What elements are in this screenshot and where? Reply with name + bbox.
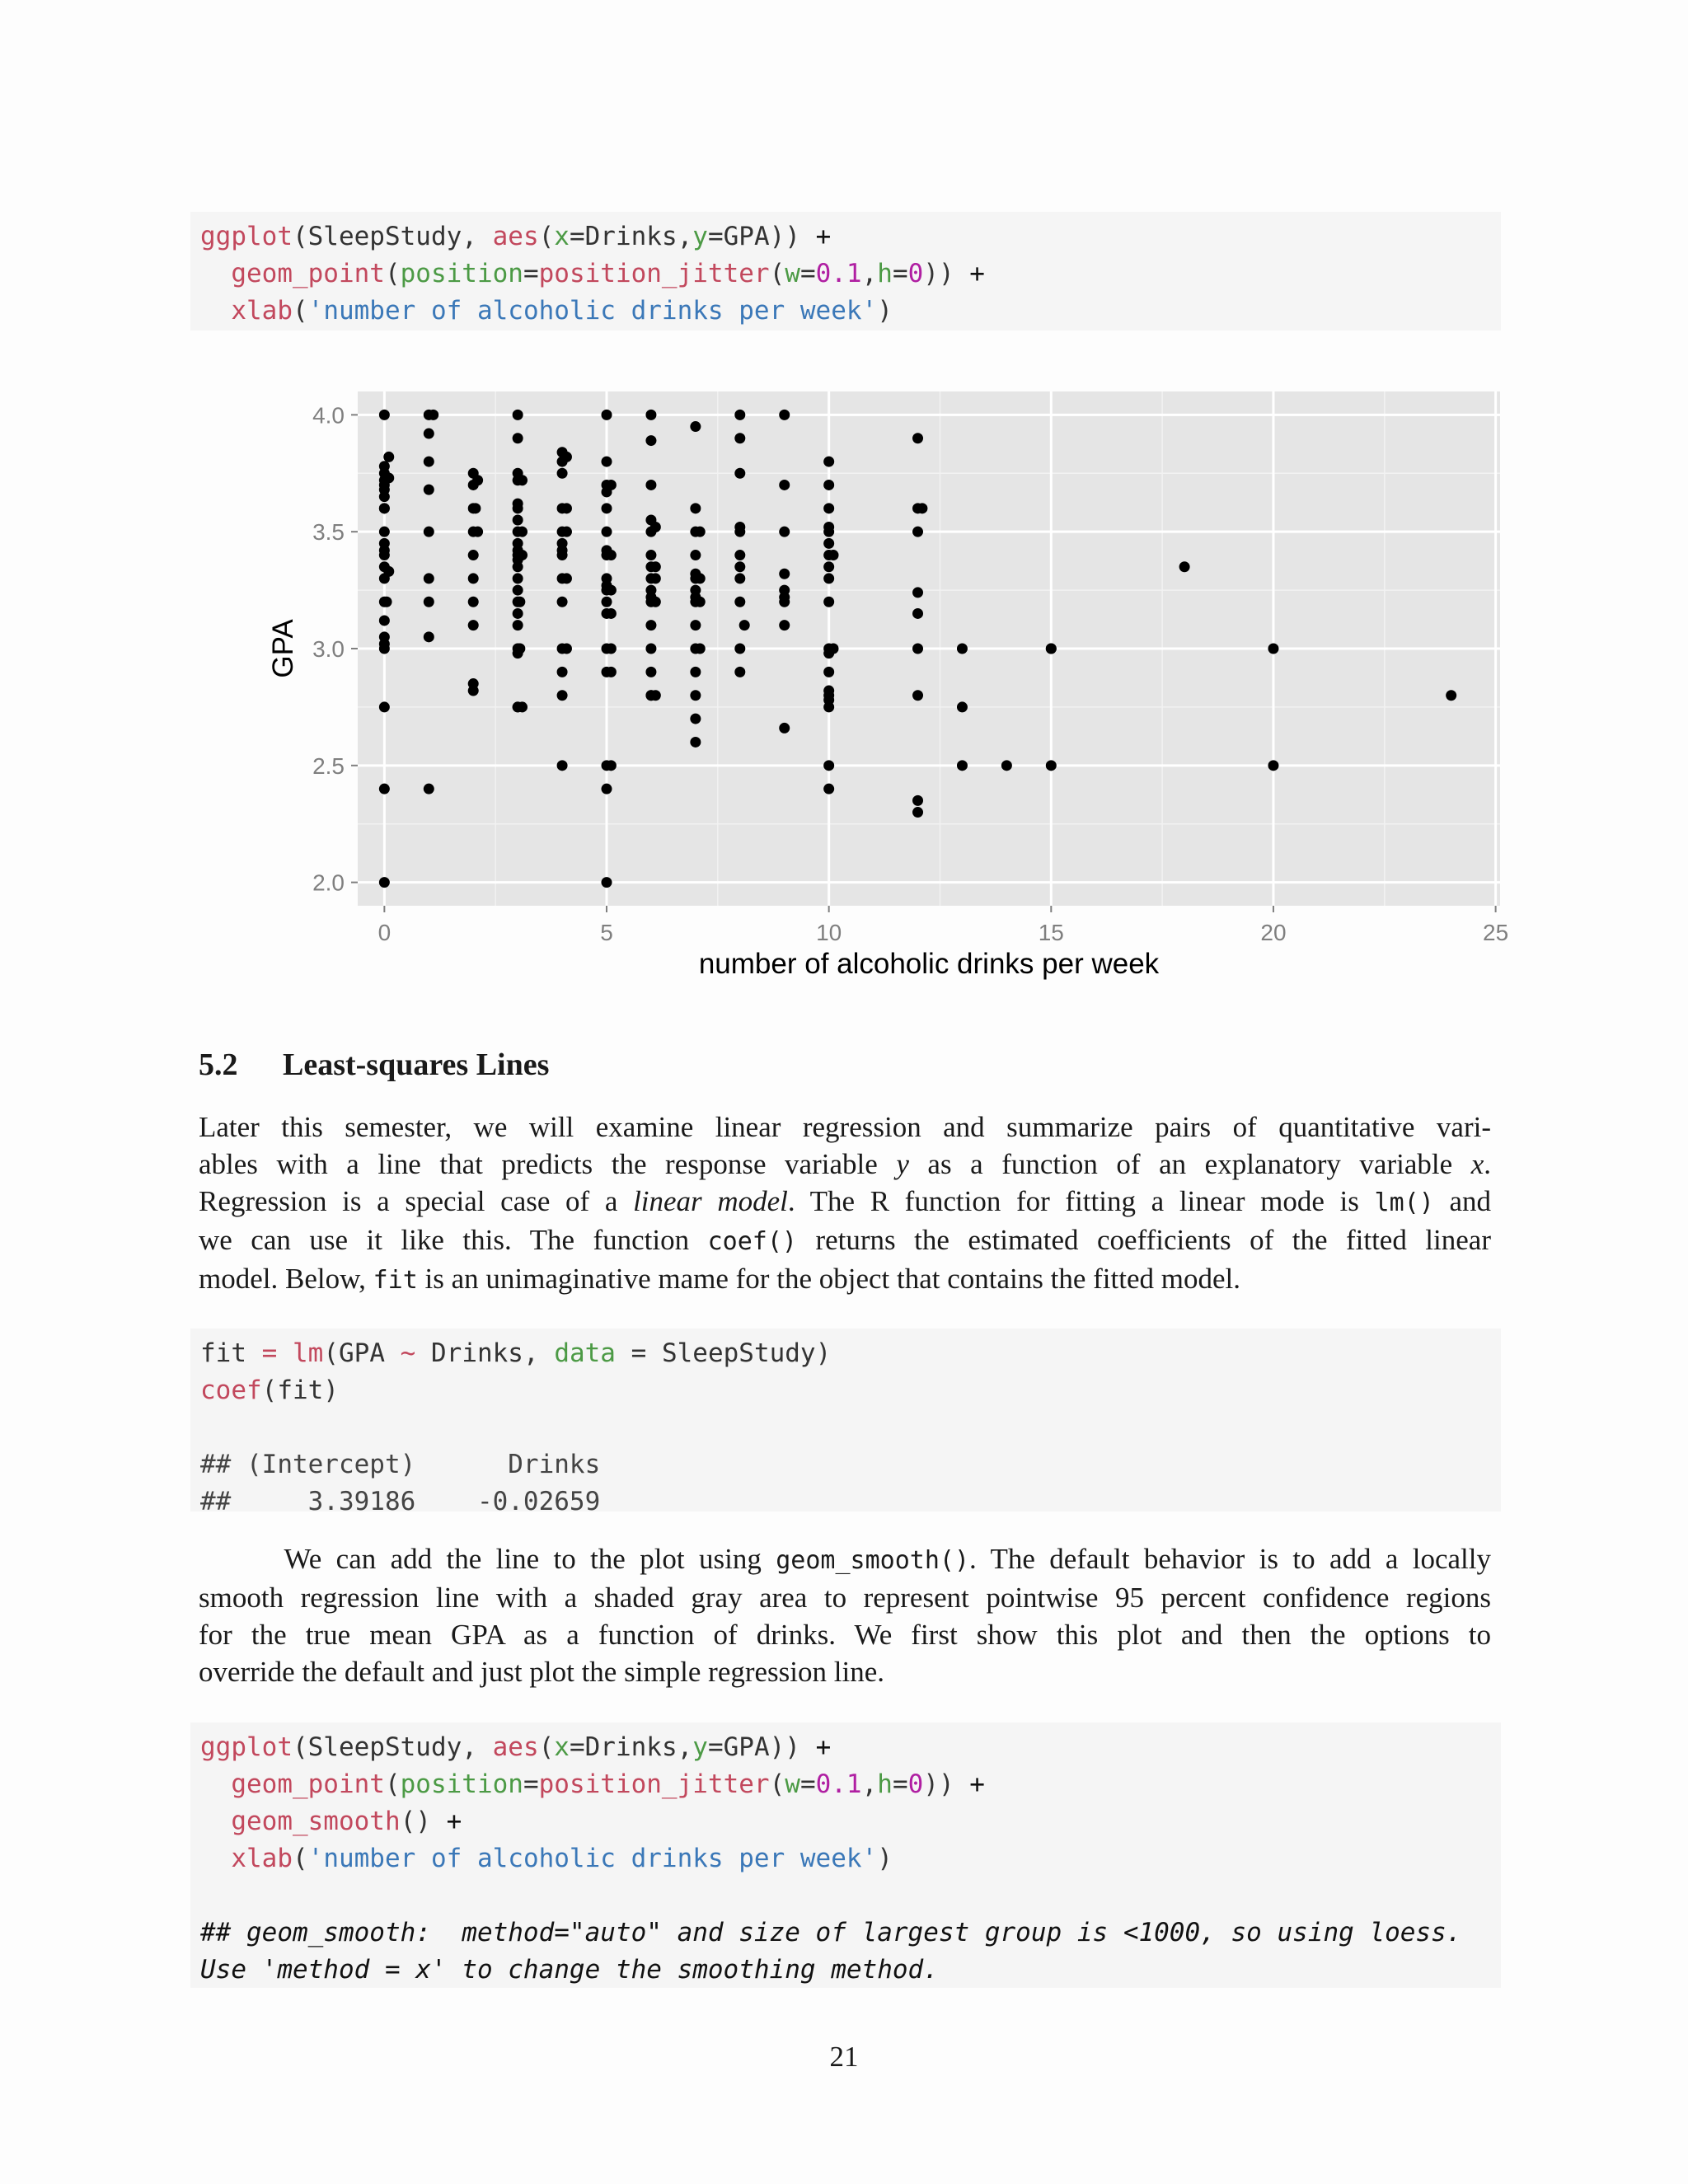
code-token: Drinks,	[415, 1338, 555, 1368]
data-point	[379, 410, 390, 420]
data-point	[779, 723, 790, 733]
code-token: w	[785, 1769, 800, 1799]
data-point	[912, 608, 923, 619]
code-token: x	[554, 1732, 570, 1762]
code-token: 'number of alcoholic drinks per week'	[307, 1844, 878, 1873]
x-tick-label: 5	[600, 920, 613, 945]
x-tick-label: 25	[1483, 920, 1509, 945]
data-point	[468, 573, 479, 583]
code-token: (	[538, 222, 555, 251]
data-point	[382, 597, 392, 607]
data-point	[517, 475, 528, 485]
code-token	[200, 1769, 231, 1799]
code-token: ))	[923, 1769, 970, 1799]
data-point	[561, 573, 572, 583]
data-point	[379, 550, 390, 560]
code-token: (SleepStudy,	[292, 1732, 493, 1762]
data-point	[690, 714, 701, 724]
data-point	[779, 597, 790, 607]
data-point	[912, 527, 923, 537]
text-run: Regression is a special case of a	[199, 1185, 634, 1217]
text-run: coef()	[707, 1227, 797, 1256]
data-point	[602, 597, 612, 607]
data-point	[645, 644, 656, 654]
data-point	[650, 561, 661, 572]
data-point	[912, 690, 923, 701]
data-point	[823, 760, 834, 771]
code-token	[200, 1844, 231, 1873]
data-point	[823, 527, 834, 537]
paragraph-line	[199, 1260, 1491, 1299]
code-token	[200, 1807, 231, 1836]
data-point	[823, 667, 834, 677]
code-token: h	[877, 1769, 893, 1799]
data-point	[424, 631, 434, 642]
text-run: is an unimaginative mame for the object that contains the fitted model.	[417, 1263, 1240, 1295]
code-token	[200, 296, 231, 326]
data-point	[514, 597, 525, 607]
data-point	[1046, 760, 1057, 771]
text-run: . The R function for fitting a linear mode is	[787, 1185, 1375, 1217]
text-run: and	[1433, 1185, 1491, 1217]
data-point	[513, 573, 523, 583]
section-heading	[199, 1047, 549, 1083]
x-tick-label: 0	[377, 920, 392, 945]
data-point	[734, 550, 745, 560]
data-point	[823, 503, 834, 513]
code-token: =Drinks,	[569, 222, 693, 251]
data-point	[606, 644, 617, 654]
text-run: y	[896, 1148, 909, 1180]
code-token: geom_smooth	[231, 1807, 401, 1836]
data-point	[690, 503, 701, 513]
data-point	[606, 608, 617, 619]
text-run: Later this semester, we will examine linear regression and summarize pairs of quantitative vari-	[199, 1111, 1491, 1143]
code-token: ## (Intercept) Drinks	[200, 1450, 601, 1479]
data-point	[602, 877, 612, 888]
data-point	[695, 573, 706, 583]
code-token: =	[892, 259, 908, 288]
y-tick-label: 3.0	[312, 636, 345, 662]
data-point	[513, 515, 523, 526]
data-point	[690, 737, 701, 748]
data-point	[690, 421, 701, 432]
data-point	[779, 620, 790, 630]
data-point	[912, 644, 923, 654]
code-token: xlab	[231, 296, 293, 326]
code-token: (	[538, 1732, 555, 1762]
data-point	[823, 701, 834, 712]
x-tick-label: 20	[1260, 920, 1287, 945]
code-line	[200, 1483, 1491, 1521]
data-point	[379, 784, 390, 794]
code-line	[200, 1409, 1491, 1446]
data-point	[1046, 644, 1057, 654]
data-point	[383, 566, 394, 577]
data-point	[514, 644, 525, 654]
code-line	[200, 1952, 1491, 1989]
text-run: fit	[373, 1266, 418, 1295]
data-point	[823, 573, 834, 583]
data-point	[912, 795, 923, 806]
data-point	[779, 480, 790, 490]
data-point	[734, 561, 745, 572]
data-point	[734, 644, 745, 654]
data-point	[1446, 690, 1456, 701]
data-point	[602, 784, 612, 794]
code-token: (GPA	[323, 1338, 401, 1368]
data-point	[379, 644, 390, 654]
code-line	[200, 1446, 1491, 1483]
code-token: y	[692, 222, 708, 251]
code-token: (	[292, 296, 308, 326]
paragraph-smooth	[199, 1540, 1491, 1690]
data-point	[602, 503, 612, 513]
code-token: y	[692, 1732, 708, 1762]
data-point	[823, 784, 834, 794]
data-point	[917, 503, 927, 513]
y-tick-label: 3.5	[312, 519, 345, 546]
code-token: 0.1	[815, 259, 862, 288]
data-point	[517, 701, 528, 712]
data-point	[517, 527, 528, 537]
data-point	[645, 410, 656, 420]
paragraph-intro	[199, 1108, 1491, 1299]
text-run: for the true mean GPA as a function of drinks. We first show this plot and then the options to	[199, 1619, 1491, 1651]
data-point	[517, 550, 528, 560]
code-token: )	[877, 1844, 893, 1873]
code-token: 0	[907, 259, 924, 288]
text-run: lm()	[1374, 1188, 1434, 1217]
code-line	[200, 1915, 1491, 1952]
code-token: position_jitter	[538, 1769, 770, 1799]
data-point	[1268, 760, 1278, 771]
code-token: aes	[492, 1732, 539, 1762]
code-token: data	[554, 1338, 616, 1368]
data-point	[424, 527, 434, 537]
code-block-lm	[190, 1329, 1501, 1516]
code-line	[200, 1840, 1491, 1877]
data-point	[690, 667, 701, 677]
data-point	[645, 480, 656, 490]
code-token: position	[400, 1769, 523, 1799]
data-point	[606, 760, 617, 771]
text-run: .	[1484, 1148, 1491, 1180]
code-token: = SleepStudy)	[615, 1338, 832, 1368]
code-token: ))	[923, 259, 970, 288]
code-token: +	[446, 1807, 462, 1836]
data-point	[468, 597, 479, 607]
data-point	[379, 701, 390, 712]
data-point	[606, 667, 617, 677]
data-point	[379, 615, 390, 626]
data-point	[602, 527, 612, 537]
data-point	[428, 410, 438, 420]
code-token: +	[815, 1732, 832, 1762]
data-point	[645, 667, 656, 677]
data-point	[557, 667, 568, 677]
data-point	[424, 457, 434, 467]
code-token: ## 3.39186 -0.02659	[200, 1487, 601, 1516]
data-point	[606, 585, 617, 596]
data-point	[912, 807, 923, 818]
code-token: x	[554, 222, 570, 251]
code-token: position	[400, 259, 523, 288]
data-point	[513, 410, 523, 420]
code-token: =	[799, 1769, 816, 1799]
y-tick-label: 2.5	[312, 752, 345, 779]
code-line	[200, 255, 1491, 293]
data-point	[645, 620, 656, 630]
paragraph-line	[199, 1579, 1491, 1616]
data-point	[779, 527, 790, 537]
data-point	[424, 784, 434, 794]
data-point	[472, 527, 483, 537]
text-run: as a function of an explanatory variable	[908, 1148, 1471, 1180]
code-token: ggplot	[200, 222, 293, 251]
data-point	[823, 561, 834, 572]
data-point	[513, 561, 523, 572]
data-point	[739, 620, 750, 630]
code-token: xlab	[231, 1844, 293, 1873]
data-point	[424, 429, 434, 439]
text-run: we can use it like this. The function	[199, 1224, 708, 1256]
code-token: geom_point	[231, 259, 385, 288]
data-point	[734, 433, 745, 443]
data-point	[650, 597, 661, 607]
data-point	[957, 701, 968, 712]
code-token: ## geom_smooth: method="auto" and size of largest group is <1000, so using loess.	[200, 1918, 1462, 1947]
text-run: x	[1470, 1148, 1484, 1180]
data-point	[734, 597, 745, 607]
data-point	[650, 522, 661, 532]
code-token: w	[785, 259, 800, 288]
data-point	[734, 410, 745, 420]
text-run: returns the estimated coefficients of the fitted linear	[796, 1224, 1491, 1256]
code-token: aes	[492, 222, 539, 251]
code-token: )	[877, 296, 893, 326]
data-point	[424, 573, 434, 583]
code-token: (	[769, 1769, 785, 1799]
data-point	[557, 597, 568, 607]
paragraph-line	[199, 1616, 1491, 1653]
code-token: 0	[907, 1769, 924, 1799]
code-token: position_jitter	[538, 259, 770, 288]
data-point	[513, 608, 523, 619]
data-point	[561, 527, 572, 537]
y-axis-label: GPA	[267, 619, 299, 678]
code-token: (	[384, 259, 401, 288]
code-token: =Drinks,	[569, 1732, 693, 1762]
y-tick-label: 4.0	[312, 402, 345, 429]
data-point	[468, 620, 479, 630]
code-token: ,	[861, 259, 878, 288]
code-token: geom_point	[231, 1769, 385, 1799]
code-line	[200, 1372, 1491, 1409]
data-point	[734, 667, 745, 677]
data-point	[561, 644, 572, 654]
section-title: Least-squares Lines	[283, 1047, 550, 1082]
data-point	[513, 433, 523, 443]
data-point	[1001, 760, 1012, 771]
data-point	[606, 480, 617, 490]
data-point	[379, 527, 390, 537]
code-token: (	[384, 1769, 401, 1799]
code-line	[200, 1766, 1491, 1803]
code-token: ~	[400, 1338, 416, 1368]
scatter-chart	[264, 383, 1517, 993]
data-point	[513, 620, 523, 630]
data-point	[912, 587, 923, 598]
paragraph-line	[199, 1183, 1491, 1221]
code-token: 'number of alcoholic drinks per week'	[307, 296, 878, 326]
text-run: smooth regression line with a shaded gray area to represent pointwise 95 percent confidence regions	[199, 1582, 1491, 1614]
code-token	[200, 259, 231, 288]
paragraph-line	[199, 1653, 1491, 1690]
data-point	[823, 480, 834, 490]
paragraph-line	[199, 1221, 1491, 1260]
x-axis-label: number of alcoholic drinks per week	[698, 948, 1160, 980]
data-point	[379, 877, 390, 888]
code-line	[200, 218, 1491, 255]
data-point	[828, 644, 839, 654]
paragraph-line	[199, 1540, 1491, 1579]
code-token: (SleepStudy,	[292, 222, 493, 251]
data-point	[468, 550, 479, 560]
code-token: (	[769, 259, 785, 288]
x-tick-label: 10	[816, 920, 842, 945]
data-point	[606, 550, 617, 560]
data-point	[823, 457, 834, 467]
data-point	[602, 410, 612, 420]
code-token: +	[969, 259, 985, 288]
code-token: =	[892, 1769, 908, 1799]
code-token: =	[523, 259, 539, 288]
text-run: We can add the line to the plot using	[199, 1543, 776, 1575]
data-point	[690, 690, 701, 701]
data-point	[424, 597, 434, 607]
data-point	[779, 410, 790, 420]
data-point	[561, 452, 572, 462]
code-token: ggplot	[200, 1732, 293, 1762]
code-token: =GPA))	[707, 1732, 816, 1762]
data-point	[383, 452, 394, 462]
data-point	[383, 472, 394, 483]
text-run: geom_smooth()	[776, 1546, 970, 1575]
text-run: linear model	[633, 1185, 788, 1217]
text-run: ables with a line that predicts the response variable	[199, 1148, 897, 1180]
code-token: =GPA))	[707, 222, 816, 251]
y-tick-label: 2.0	[312, 869, 345, 896]
code-line	[200, 293, 1491, 330]
paragraph-line	[199, 1108, 1491, 1146]
data-point	[557, 468, 568, 479]
code-token: Use 'method = x' to change the smoothing method.	[200, 1955, 939, 1985]
code-line	[200, 1729, 1491, 1766]
data-point	[472, 475, 483, 485]
code-token: coef	[200, 1376, 262, 1405]
code-token: h	[877, 259, 893, 288]
data-point	[690, 620, 701, 630]
data-point	[424, 485, 434, 495]
text-run: . The default behavior is to add a locally	[969, 1543, 1491, 1575]
code-line	[200, 1335, 1491, 1372]
text-run: model. Below,	[199, 1263, 373, 1295]
code-token: ()	[400, 1807, 447, 1836]
data-point	[557, 760, 568, 771]
code-token: =	[523, 1769, 539, 1799]
code-token: lm	[293, 1338, 324, 1368]
paragraph-line	[199, 1146, 1491, 1183]
code-token: 0.1	[815, 1769, 862, 1799]
data-point	[912, 433, 923, 443]
data-point	[828, 550, 839, 560]
data-point	[513, 503, 523, 513]
data-point	[690, 550, 701, 560]
data-point	[823, 538, 834, 549]
data-point	[557, 690, 568, 701]
data-point	[513, 585, 523, 596]
data-point	[561, 503, 572, 513]
data-point	[695, 644, 706, 654]
code-token: =	[799, 259, 816, 288]
data-point	[1179, 561, 1190, 572]
data-point	[650, 690, 661, 701]
code-line	[200, 1803, 1491, 1840]
section-number: 5.2	[199, 1047, 238, 1082]
data-point	[379, 491, 390, 502]
data-point	[695, 527, 706, 537]
data-point	[602, 457, 612, 467]
data-point	[823, 597, 834, 607]
data-point	[734, 573, 745, 583]
data-point	[645, 550, 656, 560]
data-point	[470, 503, 481, 513]
code-token: +	[969, 1769, 985, 1799]
data-point	[779, 569, 790, 579]
code-token: (fit)	[261, 1376, 339, 1405]
code-token: (	[292, 1844, 308, 1873]
data-point	[650, 573, 661, 583]
data-point	[734, 468, 745, 479]
code-token: ,	[861, 1769, 878, 1799]
text-run: override the default and just plot the simple regression line.	[199, 1656, 885, 1688]
data-point	[734, 527, 745, 537]
code-line	[200, 1877, 1491, 1915]
data-point	[468, 686, 479, 696]
page-number: 21	[829, 2041, 859, 2073]
data-point	[957, 644, 968, 654]
code-token	[277, 1338, 293, 1368]
data-point	[1268, 644, 1278, 654]
code-token: +	[815, 222, 832, 251]
data-point	[645, 435, 656, 446]
data-point	[379, 503, 390, 513]
data-point	[557, 550, 568, 560]
code-token: fit	[200, 1338, 262, 1368]
code-token: =	[261, 1338, 278, 1368]
code-block-ggplot	[190, 212, 1501, 330]
data-point	[957, 760, 968, 771]
data-point	[695, 597, 706, 607]
x-tick-label: 15	[1038, 920, 1064, 945]
code-block-geom-smooth	[190, 1722, 1501, 1988]
